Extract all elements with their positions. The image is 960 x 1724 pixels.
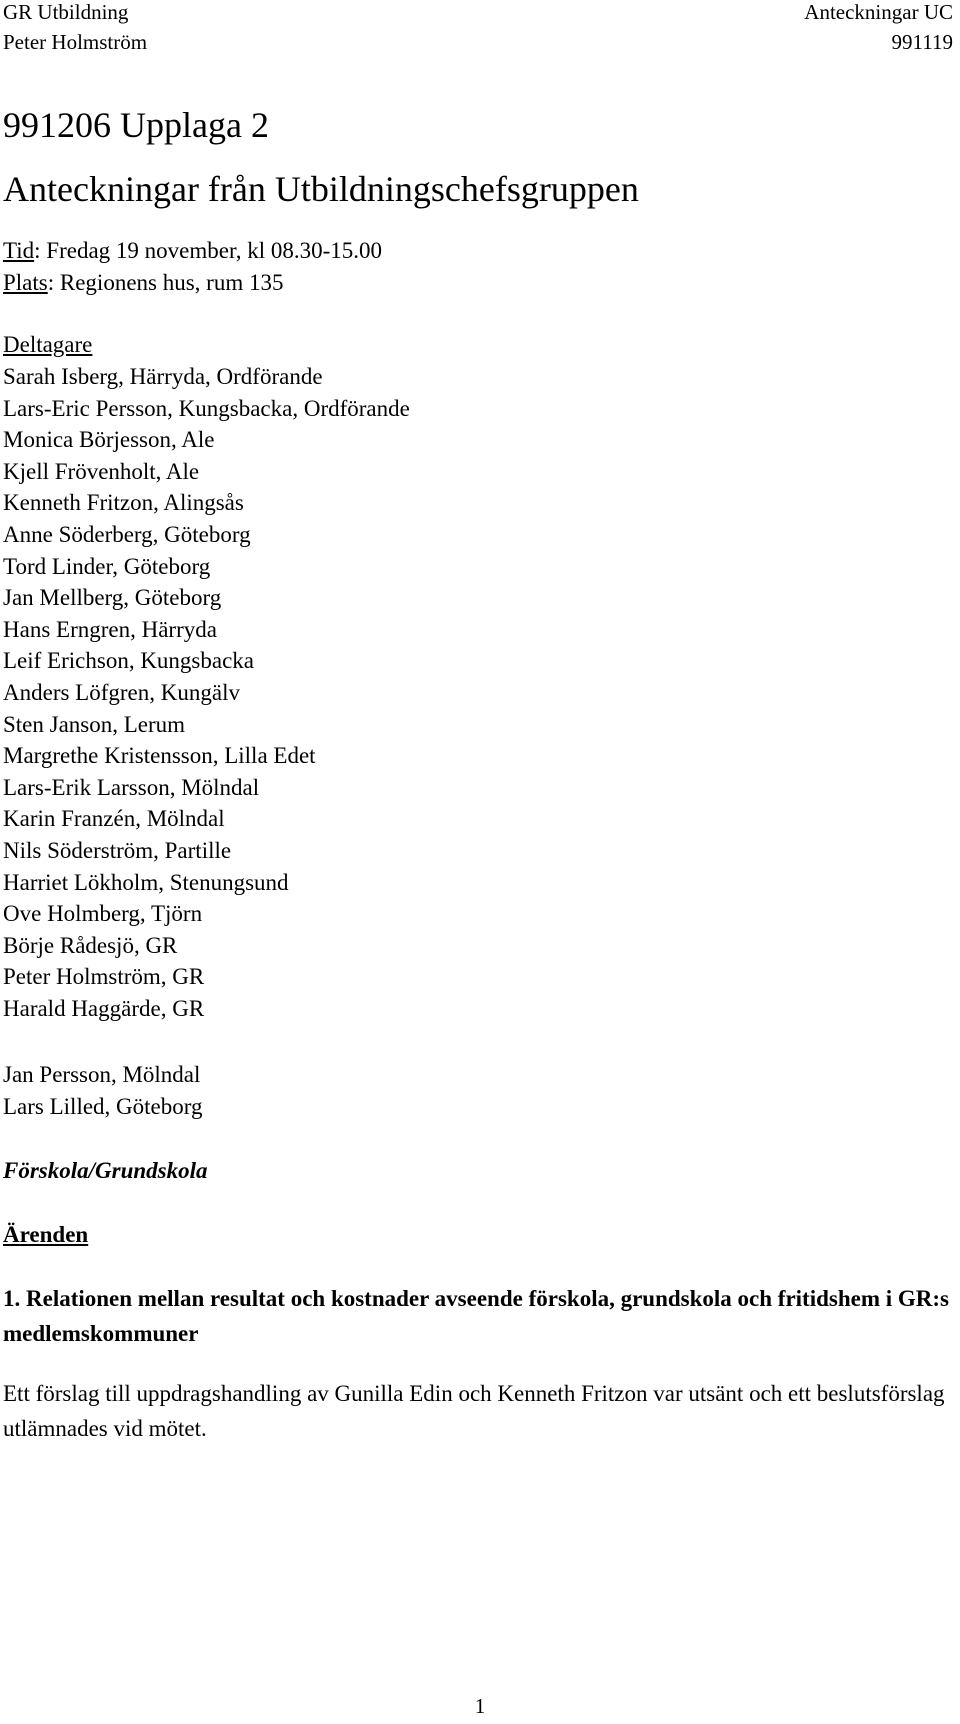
participant-item: Hans Erngren, Härryda <box>3 616 217 642</box>
participants-heading: Deltagare <box>3 332 93 357</box>
time-line <box>3 237 382 265</box>
page-title: Anteckningar från Utbildningschefsgruppen <box>3 169 639 209</box>
participant-item: Lars-Erik Larsson, Mölndal <box>3 774 260 800</box>
participant-item: Kjell Frövenholt, Ale <box>3 458 200 484</box>
participant-extra-item: Jan Persson, Mölndal <box>3 1062 201 1087</box>
header-date: 991119 <box>891 30 953 54</box>
participant-extra-item: Lars Lilled, Göteborg <box>3 1093 203 1119</box>
item-1-text: Ett förslag till uppdragshandling av Gunilla Edin och Kenneth Fritzon var utsänt och ett beslutsförslag utlämnades vid mötet. <box>3 1381 945 1441</box>
participant-item: Harriet Lökholm, Stenungsund <box>3 869 289 895</box>
participant-item: Tord Linder, Göteborg <box>3 553 211 579</box>
participant-item: Peter Holmström, GR <box>3 964 205 990</box>
participant-item: Harald Haggärde, GR <box>3 996 205 1021</box>
participant-item: Leif Erichson, Kungsbacka <box>3 648 255 674</box>
participant-item: Monica Börjesson, Ale <box>3 427 215 453</box>
participant-item: Nils Söderström, Partille <box>3 838 232 863</box>
header-author: Peter Holmström <box>3 30 148 54</box>
participant-item: Sten Janson, Lerum <box>3 711 186 737</box>
participant-item: Kenneth Fritzon, Alingsås <box>3 490 244 516</box>
participant-item: Lars-Eric Persson, Kungsbacka, Ordförande <box>3 395 410 421</box>
participant-item: Margrethe Kristensson, Lilla Edet <box>3 743 316 769</box>
time-value: : Fredag 19 november, kl 08.30-15.00 <box>34 238 382 263</box>
participant-item: Sarah Isberg, Härryda, Ordförande <box>3 364 323 389</box>
place-value: : Regionens hus, rum 135 <box>47 270 284 295</box>
page-number: 1 <box>474 1694 486 1718</box>
participant-item: Anne Söderberg, Göteborg <box>3 522 251 547</box>
section-heading: Förskola/Grundskola <box>3 1158 208 1183</box>
header-doc-type: Anteckningar UC <box>804 0 953 24</box>
place-line <box>3 269 283 297</box>
participant-item: Jan Mellberg, Göteborg <box>3 585 222 611</box>
participant-item: Ove Holmberg, Tjörn <box>3 901 203 927</box>
place-label: Plats <box>3 270 48 295</box>
participant-item: Karin Franzén, Mölndal <box>3 806 225 832</box>
items-heading: Ärenden <box>3 1222 89 1247</box>
header-org: GR Utbildning <box>3 0 129 24</box>
participant-item: Anders Löfgren, Kungälv <box>3 680 240 705</box>
participant-item: Börje Rådesjö, GR <box>3 932 178 958</box>
item-1-title: 1. Relationen mellan resultat och kostnader avseende förskola, grundskola och fritidshem i GR:s medlemskommuner <box>3 1286 950 1346</box>
time-label: Tid <box>3 238 35 263</box>
edition-title: 991206 Upplaga 2 <box>3 105 269 145</box>
